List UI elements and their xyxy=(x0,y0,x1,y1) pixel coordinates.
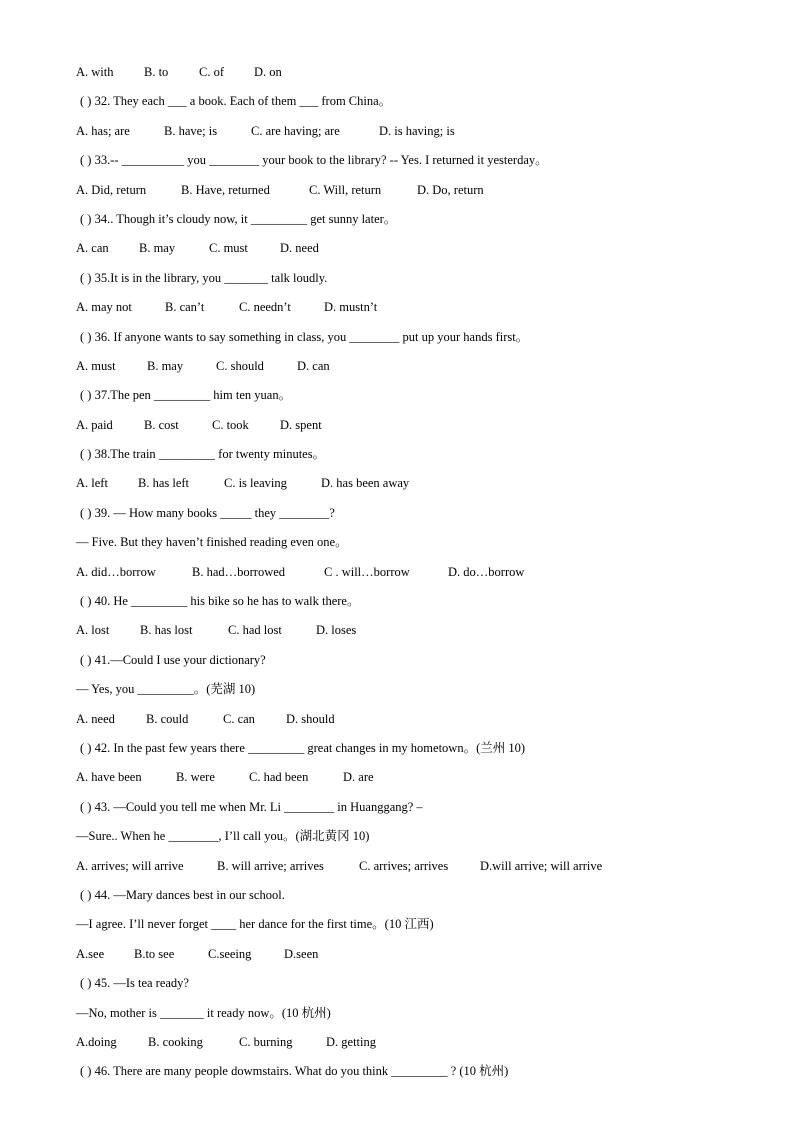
answer-options xyxy=(76,564,776,593)
answer-option: D. do…borrow xyxy=(448,564,525,579)
answer-option: C. needn’t xyxy=(239,300,291,315)
answer-option: A.doing xyxy=(76,1034,117,1049)
question-text: ( ) 32. They each ___ a book. Each of them ___ from China。 xyxy=(80,94,392,109)
question-text: ( ) 41.—Could I use your dictionary? xyxy=(80,652,266,667)
answer-option: C. can xyxy=(223,711,255,726)
answer-option: D. are xyxy=(343,770,374,785)
answer-option: C. should xyxy=(216,358,264,373)
answer-option: B. had…borrowed xyxy=(192,564,286,579)
question-text: ( ) 43. —Could you tell me when Mr. Li ________ in Huanggang? – xyxy=(80,799,423,814)
dialogue-line: — Five. But they haven’t finished reading even one。 xyxy=(76,535,348,550)
answer-option: D. has been away xyxy=(321,476,410,491)
answer-option: C.seeing xyxy=(208,946,252,961)
question-text: ( ) 37.The pen _________ him ten yuan。 xyxy=(80,388,292,403)
answer-option: D. on xyxy=(254,65,282,79)
question-text: ( ) 34.. Though it’s cloudy now, it _________ get sunny later。 xyxy=(80,211,397,226)
answer-option: A.see xyxy=(76,946,105,961)
answer-option: A. paid xyxy=(76,417,113,432)
answer-option: A. can xyxy=(76,241,109,256)
answer-option: C . will…borrow xyxy=(324,564,410,579)
answer-option: C. burning xyxy=(239,1034,293,1049)
answer-option: B. can’t xyxy=(165,300,205,315)
answer-options xyxy=(76,417,776,446)
answer-option: B. may xyxy=(139,241,176,256)
question-text: ( ) 44. —Mary dances best in our school. xyxy=(80,887,285,902)
dialogue-line: —Sure.. When he ________, I’ll call you。(湖北黄冈 10) xyxy=(76,829,370,844)
question-text: ( ) 38.The train _________ for twenty minutes。 xyxy=(80,447,326,462)
answer-option: A. arrives; will arrive xyxy=(76,858,184,873)
question-text: ( ) 40. He _________ his bike so he has to walk there。 xyxy=(80,594,360,609)
answer-option: B. were xyxy=(176,770,215,785)
answer-option: A. may not xyxy=(76,300,132,315)
question-text: ( ) 45. —Is tea ready? xyxy=(80,976,189,991)
answer-option: D. mustn’t xyxy=(324,300,378,315)
answer-option: C. of xyxy=(199,65,224,79)
answer-option: D. can xyxy=(297,358,330,373)
answer-options xyxy=(76,946,776,975)
answer-option: D. spent xyxy=(280,417,322,432)
exercise-list xyxy=(76,64,776,1093)
answer-option: B. to xyxy=(144,65,169,79)
answer-options xyxy=(76,1034,776,1063)
answer-option: D. loses xyxy=(316,623,357,638)
answer-option: B. will arrive; arrives xyxy=(217,858,324,873)
answer-options xyxy=(76,622,776,651)
answer-options xyxy=(76,240,776,269)
answer-option: D. getting xyxy=(326,1034,376,1049)
dialogue-line: —I agree. I’ll never forget ____ her dance for the first time。(10 江西) xyxy=(76,917,434,932)
answer-options xyxy=(76,769,776,798)
question-text: ( ) 35.It is in the library, you _______ talk loudly. xyxy=(80,270,328,285)
answer-option: A. have been xyxy=(76,770,142,785)
answer-option: A. with xyxy=(76,65,114,79)
answer-option: B. has lost xyxy=(140,623,193,638)
question-text: ( ) 33.-- __________ you ________ your book to the library? -- Yes. I returned it yesterday。 xyxy=(80,153,548,168)
answer-option: C. is leaving xyxy=(224,476,287,491)
answer-option: C. must xyxy=(209,241,248,256)
answer-option: B. have; is xyxy=(164,123,218,138)
answer-option: A. must xyxy=(76,358,116,373)
question-text: ( ) 46. There are many people dowmstairs. What do you think _________ ? (10 杭州) xyxy=(80,1064,509,1079)
answer-option: C. Will, return xyxy=(309,182,382,197)
question-text: ( ) 36. If anyone wants to say something in class, you ________ put up your hands first。 xyxy=(80,329,529,344)
question-text: ( ) 39. — How many books _____ they ________? xyxy=(80,505,335,520)
answer-options xyxy=(76,858,776,887)
answer-options xyxy=(76,123,776,152)
answer-options xyxy=(76,711,776,740)
answer-option: A. Did, return xyxy=(76,182,147,197)
answer-option: A. left xyxy=(76,476,108,491)
answer-options xyxy=(76,475,776,504)
answer-option: B.to see xyxy=(134,946,175,961)
question-text: ( ) 42. In the past few years there _________ great changes in my hometown。(兰州 10) xyxy=(80,740,526,755)
answer-option: D. is having; is xyxy=(379,123,455,138)
answer-option: D.will arrive; will arrive xyxy=(480,858,603,873)
answer-options xyxy=(76,64,776,93)
answer-option: B. Have, returned xyxy=(181,182,270,197)
answer-option: B. cooking xyxy=(148,1034,203,1049)
answer-option: D.seen xyxy=(284,946,319,961)
answer-option: A. need xyxy=(76,711,115,726)
answer-option: A. lost xyxy=(76,623,110,638)
answer-options xyxy=(76,358,776,387)
dialogue-line: —No, mother is _______ it ready now。(10 杭州) xyxy=(76,1005,331,1020)
answer-option: B. may xyxy=(147,358,184,373)
answer-option: D. Do, return xyxy=(417,182,484,197)
answer-option: B. cost xyxy=(144,417,179,432)
answer-option: A. has; are xyxy=(76,123,130,138)
dialogue-line: — Yes, you _________。(芜湖 10) xyxy=(76,682,256,697)
answer-option: D. should xyxy=(286,711,335,726)
answer-option: C. took xyxy=(212,417,249,432)
answer-options xyxy=(76,182,776,211)
answer-option: B. could xyxy=(146,711,189,726)
answer-option: C. had lost xyxy=(228,623,282,638)
answer-option: A. did…borrow xyxy=(76,564,156,579)
answer-option: C. are having; are xyxy=(251,123,340,138)
answer-option: D. need xyxy=(280,241,319,256)
answer-option: B. has left xyxy=(138,476,190,491)
answer-option: C. arrives; arrives xyxy=(359,858,449,873)
answer-options xyxy=(76,299,776,328)
answer-option: C. had been xyxy=(249,770,309,785)
